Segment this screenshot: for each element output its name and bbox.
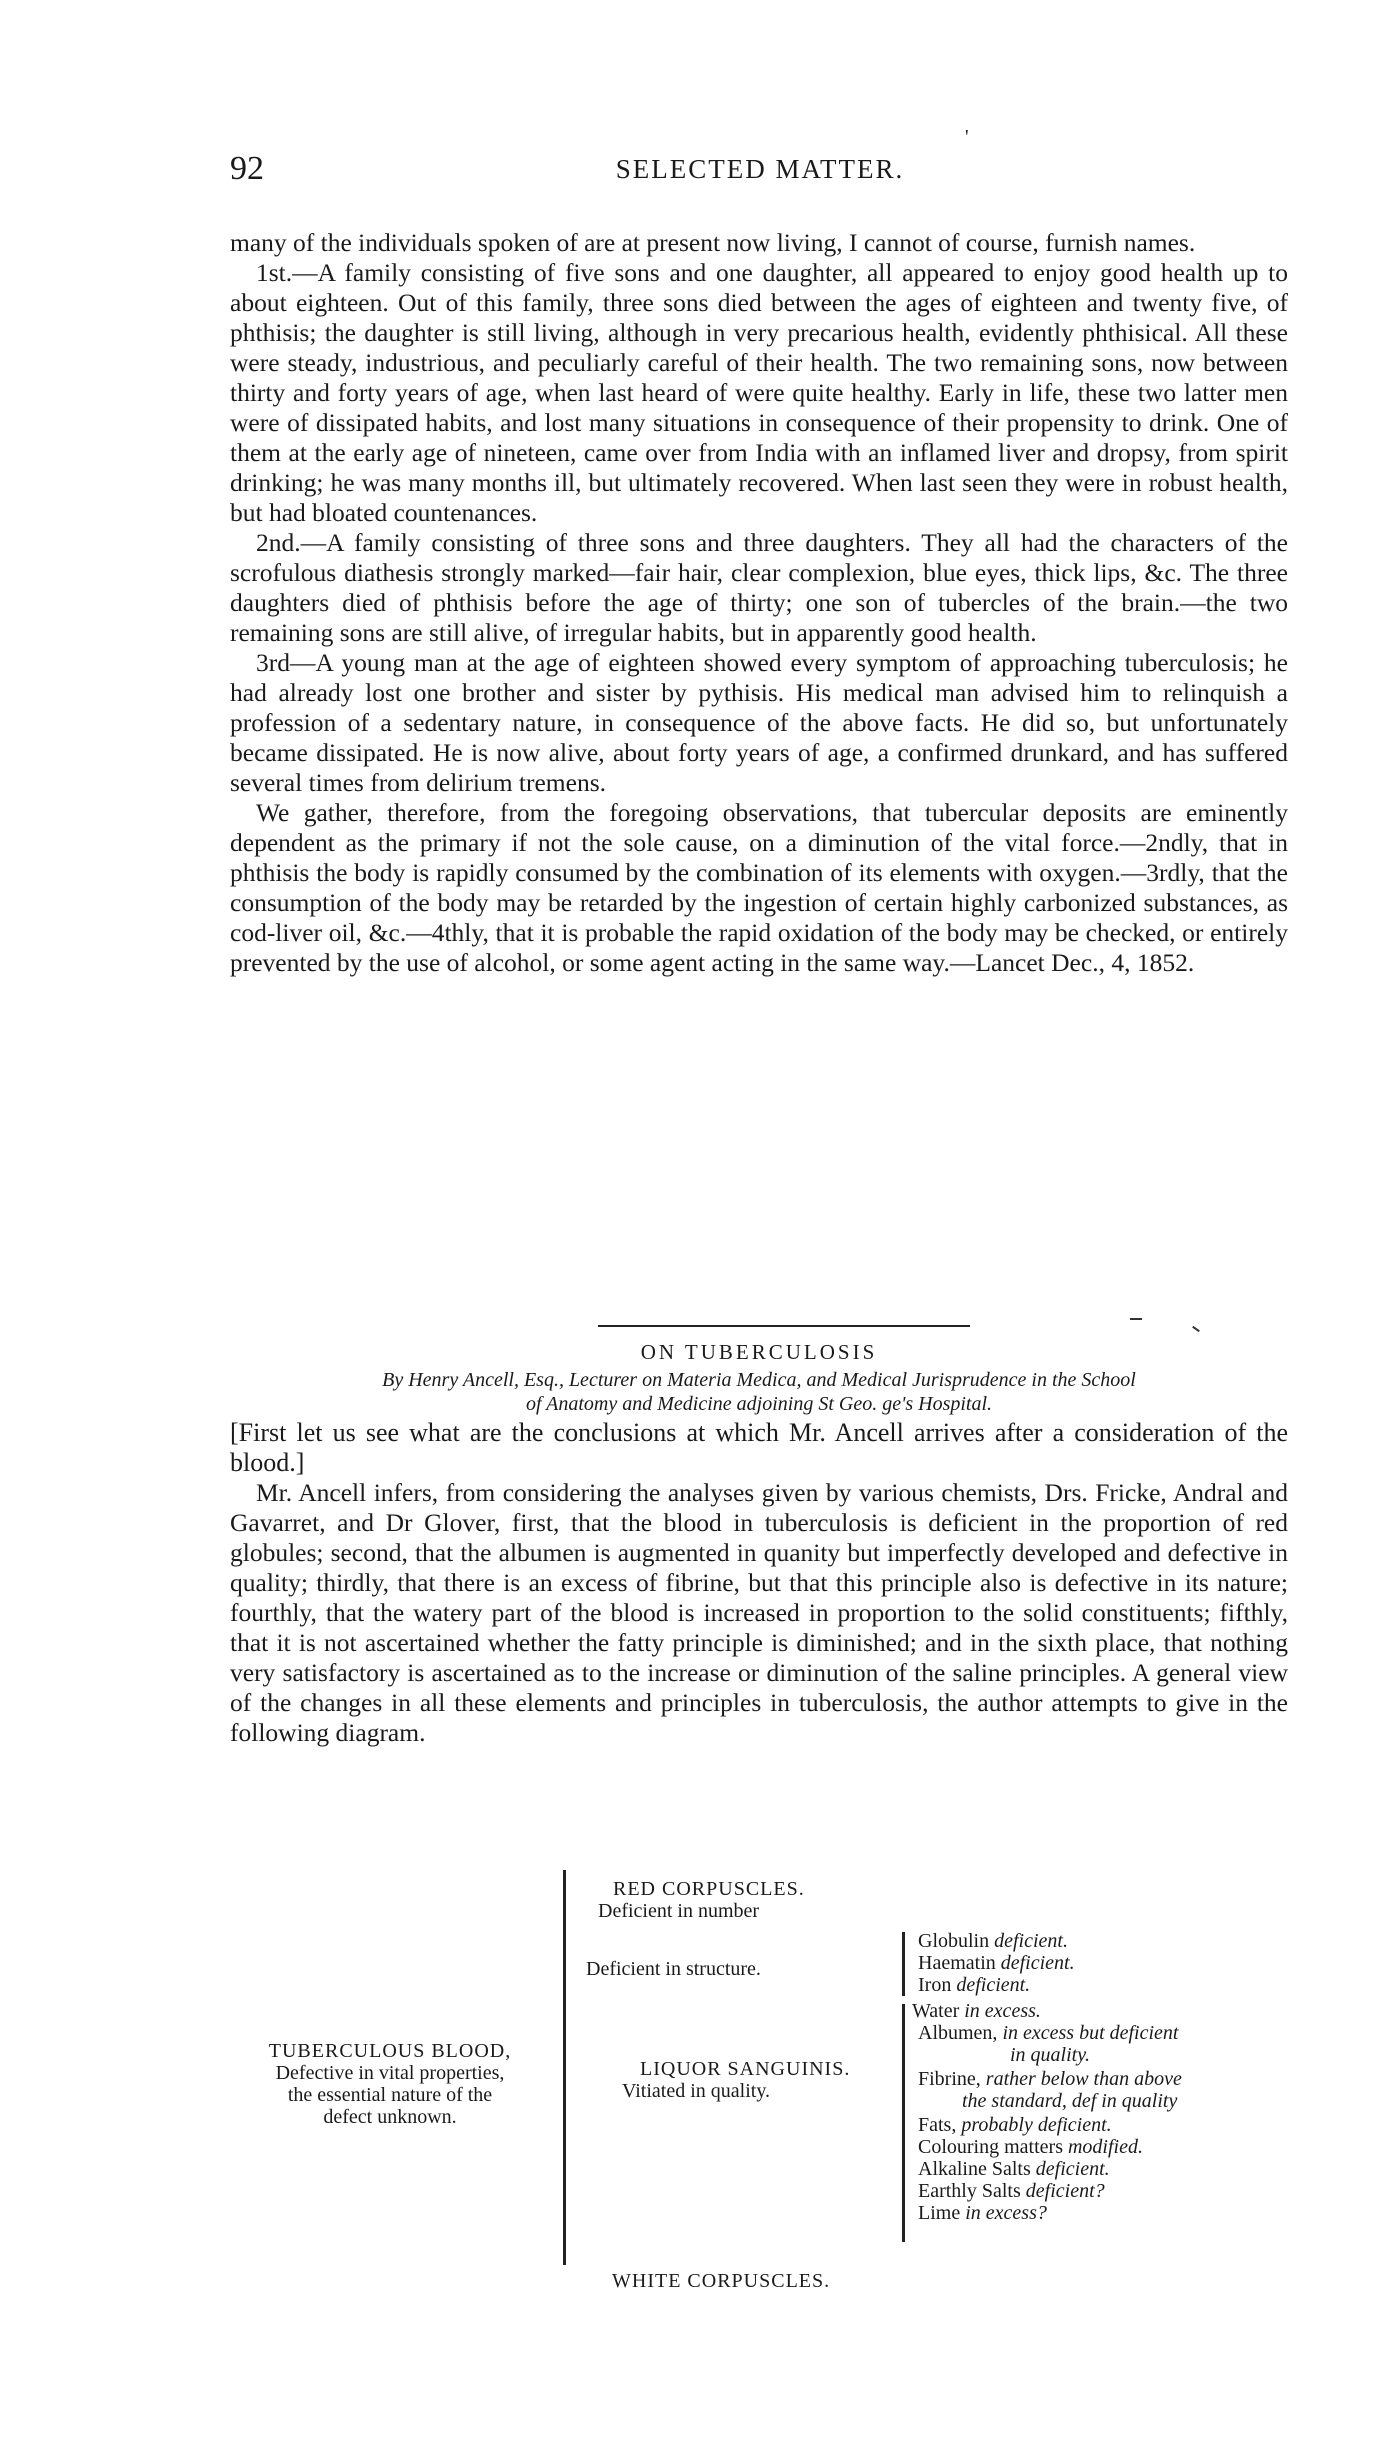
item-name: Fats, xyxy=(918,2114,957,2136)
item-name: Globulin xyxy=(918,1930,990,1952)
paragraph: We gather, therefore, from the foregoing observations, that tubercular deposits are eminently dependent as the primary if not the sole cause, on a diminution of the vital force.—2ndly, that in phthisis the body is rapidly consumed by the combination of its elements with oxygen.—3rdly, that the consumption of the body may be retarded by the ingestion of certain highly carbonized substances, as cod-liver oil, &c.—4thly, that it is probable the rapid oxidation of the body may be checked, or entirely prevented by the use of alcohol, or some agent acting in the same way.—Lancet Dec., 4, 1852. xyxy=(230,798,1288,977)
byline-line: of Anatomy and Medicine adjoining St Geo. ge's Hospital. xyxy=(525,1393,993,1415)
item-name: Fibrine, xyxy=(918,2068,981,2090)
brace-main xyxy=(563,1870,566,2265)
item-name: Haematin xyxy=(918,1952,996,1974)
item-state: rather below than above xyxy=(985,2068,1182,2090)
running-head xyxy=(230,126,1290,190)
item-name: Alkaline Salts xyxy=(918,2158,1031,2180)
item-name: Iron xyxy=(918,1974,952,1996)
page-number: 92 xyxy=(230,150,264,187)
tuberculous-blood-line: defect unknown. xyxy=(323,2106,457,2128)
liquor-item xyxy=(918,2180,1105,2202)
article-title: ON TUBERCULOSIS xyxy=(640,1340,878,1364)
structure-item xyxy=(918,1930,1068,1952)
article-body-1 xyxy=(230,228,1288,978)
structure-item xyxy=(918,1952,1075,1974)
blood-diagram xyxy=(0,1870,1379,2310)
item-state: deficient. xyxy=(994,1930,1068,1952)
tuberculous-blood-line: the essential nature of the xyxy=(287,2084,493,2106)
item-state: in excess but deficient xyxy=(1002,2022,1179,2044)
item-name: Water xyxy=(912,2000,960,2022)
item-state: in excess. xyxy=(964,2000,1041,2022)
red-deficient-number: Deficient in number xyxy=(598,1900,760,1922)
item-name: Albumen, xyxy=(918,2022,998,2044)
paragraph: many of the individuals spoken of are at present now living, I cannot of course, furnish names. xyxy=(230,228,1196,257)
item-name: Colouring matters xyxy=(918,2136,1063,2158)
liquor-sanguinis-label: LIQUOR SANGUINIS. xyxy=(640,2058,851,2080)
red-corpuscles-label: RED CORPUSCLES. xyxy=(613,1878,805,1900)
running-title: SELECTED MATTER. xyxy=(615,154,905,184)
paragraph: 1st.—A family consisting of five sons and one daughter, all appeared to enjoy good health up to about eighteen. Out of this family, three sons died between the ages of eighteen and twenty five, of phthisis; the daughter is still living, although in very precarious health, evidently phthisical. All these were steady, industrious, and peculiarly careful of their health. The two remaining sons, now between thirty and forty years of age, when last heard of were quite healthy. Early in life, these two latter men were of dissipated habits, and lost many situations in consequence of their propensity to drink. One of them at the early age of nineteen, came over from India with an inflamed liver and dropsy, from spirit drinking; he was many months ill, but ultimately recovered. When last seen they were in robust health, but had bloated countenances. xyxy=(230,258,1288,527)
liquor-item xyxy=(918,2114,1112,2136)
white-corpuscles-label: WHITE CORPUSCLES. xyxy=(612,2270,831,2292)
liquor-item xyxy=(918,2022,1178,2044)
paragraph: 2nd.—A family consisting of three sons and three daughters. They all had the characters of the scrofulous diathesis strongly marked—fair hair, clear complexion, blue eyes, thick lips, &c. The three daughters died of phthisis before the age of thirty; one son of tubercles of the brain.—the two remaining sons are still alive, of irregular habits, but in apparently good health. xyxy=(230,528,1288,647)
paragraph: 3rd—A young man at the age of eighteen showed every symptom of approaching tuberculosis; he had already lost one brother and sister by pythisis. His medical man advised him to relinquish a profession of a sedentary nature, in consequence of the above facts. He did so, but unfortunately became dissipated. He is now alive, about forty years of age, a confirmed drunkard, and has suffered several times from delirium tremens. xyxy=(230,648,1288,797)
liquor-item xyxy=(912,2000,1041,2022)
liquor-item xyxy=(962,2090,1177,2112)
item-state: the standard, def in quality xyxy=(962,2090,1178,2112)
printer-mark: ' xyxy=(965,126,969,148)
item-state: probably deficient. xyxy=(961,2114,1112,2136)
item-name: Lime xyxy=(918,2202,961,2224)
item-state: modified. xyxy=(1067,2136,1143,2158)
byline-line: By Henry Ancell, Esq., Lecturer on Materia Medica, and Medical Jurisprudence in the School xyxy=(382,1369,1136,1391)
stray-mark xyxy=(1192,1326,1200,1332)
brace-liquor xyxy=(902,2004,905,2242)
byline xyxy=(230,1368,1288,1416)
stray-mark xyxy=(1130,1318,1142,1320)
liquor-item xyxy=(918,2158,1110,2180)
tuberculous-blood-title: TUBERCULOUS BLOOD, xyxy=(268,2040,512,2062)
liquor-vitiated: Vitiated in quality. xyxy=(622,2080,771,2102)
red-deficient-structure: Deficient in structure. xyxy=(586,1958,761,1980)
item-name: Earthly Salts xyxy=(918,2180,1021,2202)
paragraph: [First let us see what are the conclusions at which Mr. Ancell arrives after a consideration of the blood.] xyxy=(230,1418,1288,1477)
article-body-2 xyxy=(230,1418,1288,1748)
section-divider xyxy=(598,1325,970,1327)
tuberculous-blood-line: Defective in vital properties, xyxy=(275,2062,505,2084)
item-state: in excess? xyxy=(965,2202,1047,2224)
liquor-item xyxy=(918,2202,1047,2224)
item-state: deficient. xyxy=(956,1974,1031,1996)
brace-structure xyxy=(902,1932,905,1996)
liquor-item xyxy=(918,2136,1143,2158)
paragraph: Mr. Ancell infers, from considering the analyses given by various chemists, Drs. Fricke, Andral and Gavarret, and Dr Glover, first, that the blood in tuberculosis is deficient in the proportion of red globules; second, that the albumen is augmented in quanity but imperfectly developed and defective in quality; thirdly, that there is an excess of fibrine, but that this principle also is defective in its nature; fourthly, that the watery part of the blood is increased in proportion to the solid constituents; fifthly, that it is not ascertained whether the fatty principle is diminished; and in the sixth place, that nothing very satisfactory is ascertained as to the increase or diminution of the saline principles. A general view of the changes in all these elements and principles in tuberculosis, the author attempts to give in the following diagram. xyxy=(230,1478,1288,1747)
item-state: deficient. xyxy=(1035,2158,1110,2180)
item-state: deficient? xyxy=(1025,2180,1105,2202)
liquor-item xyxy=(918,2068,1182,2090)
item-state: in quality. xyxy=(1010,2044,1090,2066)
item-state: deficient. xyxy=(1000,1952,1075,1974)
liquor-item xyxy=(1010,2044,1090,2066)
structure-item xyxy=(918,1974,1030,1996)
tuberculous-blood-label xyxy=(225,2040,555,2128)
